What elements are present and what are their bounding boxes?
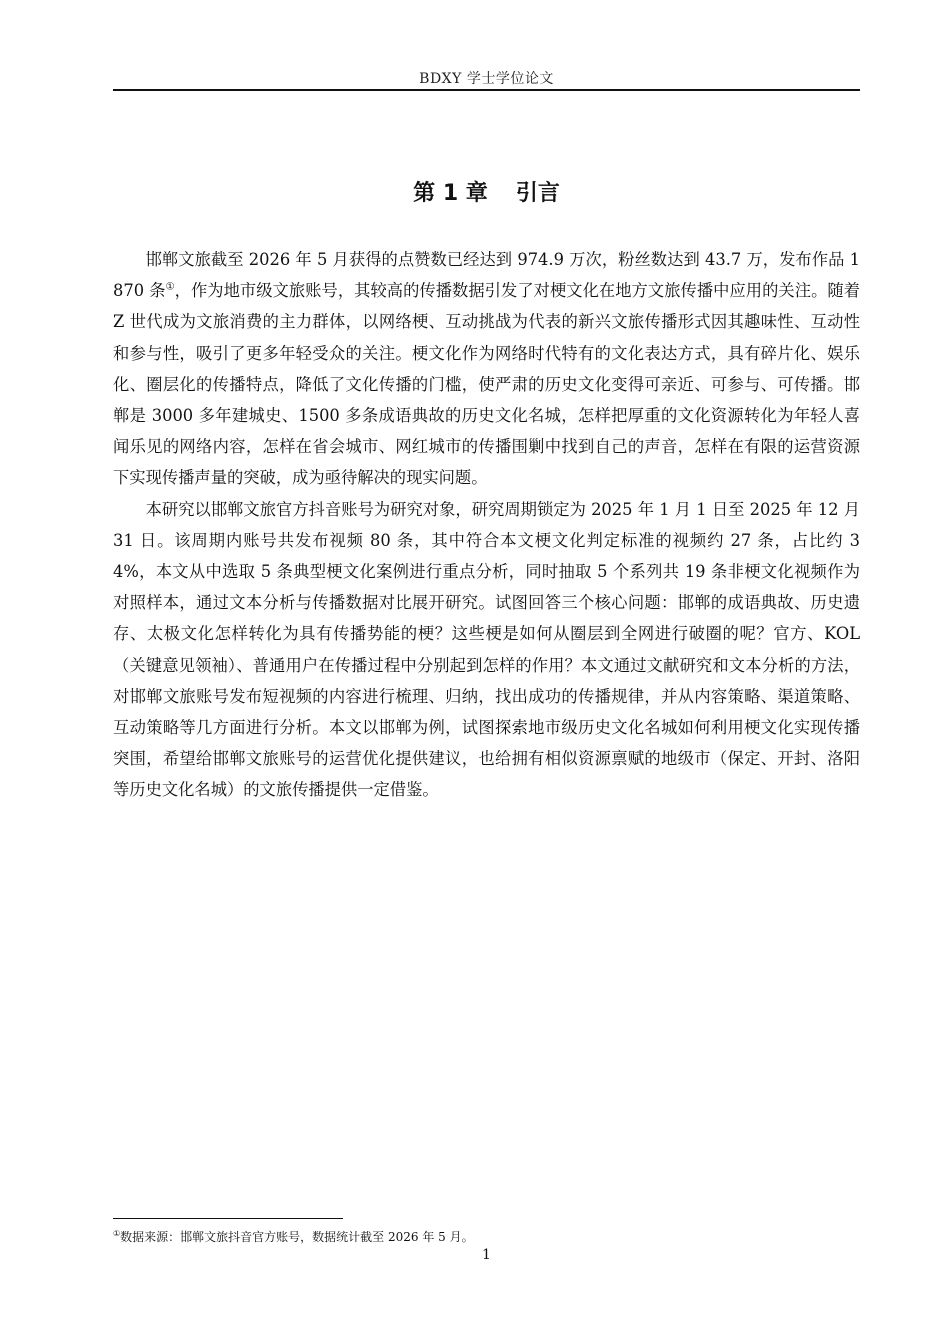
footnote [113, 1228, 860, 1246]
footnote-separator [113, 1218, 343, 1219]
footnote-reference[interactable]: ① [165, 281, 175, 293]
paragraph-2: 本研究以邯郸文旅官方抖音账号为研究对象，研究周期锁定为 2025 年 1 月 1 日至 2025 年 12 月 31 日。该周期内账号共发布视频 80 条，其中符合本文梗文化判定标准的视频约 27 条，占比约 34%，本文从中选取 5 条典型梗文化案例进行重点分析，同时抽取 5 个系列共 19 条非梗文化视频作为对照样本，通过文本分析与传播数据对比展开研究。试图回答三个核心问题：邯郸的成语典故、历史遗存、太极文化怎样转化为具有传播势能的梗？这些梗是如何从圈层到全网进行破圈的呢？官方、KOL（关键意见领袖）、普通用户在传播过程中分别起到怎样的作用？本文通过文献研究和文本分析的方法，对邯郸文旅账号发布短视频的内容进行梳理、归纳，找出成功的传播规律，并从内容策略、渠道策略、互动策略等几方面进行分析。本文以邯郸为例，试图探索地市级历史文化名城如何利用梗文化实现传播突围，希望给邯郸文旅账号的运营优化提供建议，也给拥有相似资源禀赋的地级市（保定、开封、洛阳等历史文化名城）的文旅传播提供一定借鉴。 [113, 499, 860, 800]
chapter-number: 第 1 章 [413, 181, 488, 206]
paragraph-1-text-a: 邯郸文旅截至 2026 年 5 月获得的点赞数已经达到 974.9 万次，粉丝数达到 43.7 万，发布作品 1870 条 [113, 250, 860, 301]
chapter-heading [113, 176, 860, 207]
body-text [113, 244, 860, 806]
running-header: BDXY 学士学位论文 [419, 71, 554, 87]
paragraph-1-text-b: ，作为地市级文旅账号，其较高的传播数据引发了对梗文化在地方文旅传播中应用的关注。随着 Z 世代成为文旅消费的主力群体，以网络梗、互动挑战为代表的新兴文旅传播形式因其趣味性、互动性和参与性，吸引了更多年轻受众的关注。梗文化作为网络时代特有的文化表达方式，具有碎片化、娱乐化、圈层化的传播特点，降低了文化传播的门槛，使严肃的历史文化变得可亲近、可参与、可传播。邯郸是 3000 多年建城史、1500 多条成语典故的历史文化名城，怎样把厚重的文化资源转化为年轻人喜闻乐见的网络内容，怎样在省会城市、网红城市的传播围剿中找到自己的声音，怎样在有限的运营资源下实现传播声量的突破，成为亟待解决的现实问题。 [113, 281, 860, 488]
paragraph-1 [113, 244, 860, 494]
header-rule [113, 89, 860, 91]
footnote-mark: ① [113, 1229, 121, 1238]
footnote-text: 数据来源：邯郸文旅抖音官方账号，数据统计截至 2026 年 5 月。 [120, 1230, 474, 1244]
page-number: 1 [482, 1247, 491, 1263]
chapter-title-text: 引言 [515, 181, 560, 206]
